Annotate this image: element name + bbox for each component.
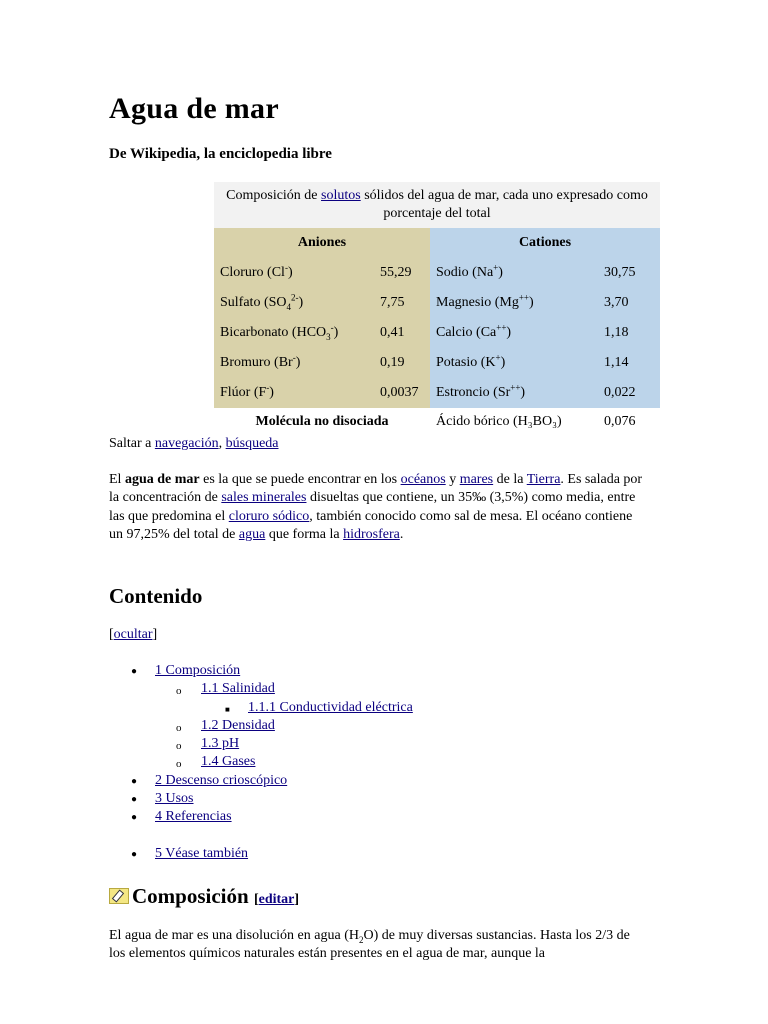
table-row: Bicarbonato $(HCO_3^-)$ 0,41 Calcio (Ca++) 1,18 bbox=[214, 318, 660, 348]
solutos-link[interactable]: solutos bbox=[321, 188, 361, 203]
cations-header: Cationes bbox=[430, 228, 660, 258]
table-row: Cloruro (Cl-) 55,29 Sodio (Na+) 30,75 bbox=[214, 258, 660, 288]
oceanos-link[interactable]: océanos bbox=[400, 472, 446, 487]
table-row bbox=[214, 408, 660, 436]
bullet-icon: o bbox=[176, 721, 182, 734]
hide-toc-link[interactable]: ocultar bbox=[113, 627, 153, 642]
cation-value: 1,14 bbox=[598, 348, 660, 378]
pencil-icon bbox=[109, 888, 129, 904]
cation-value: 0,022 bbox=[598, 378, 660, 408]
sales-minerales-link[interactable]: sales minerales bbox=[221, 490, 307, 506]
toc-item: ● 1 Composición bbox=[109, 662, 413, 680]
table-row: Bromuro (Br-) 0,19 Potasio (K+) 1,14 bbox=[214, 348, 660, 378]
edit-section-link[interactable]: editar bbox=[258, 892, 295, 907]
toc-item: o 1.4 Gases bbox=[109, 753, 413, 771]
table-caption: Composición de solutos sólidos del agua de mar, cada uno expresado como porcentaje del total bbox=[214, 182, 660, 228]
toc-item: ● 2 Descenso crioscópico bbox=[109, 772, 413, 790]
jump-links: Saltar a navegación, búsqueda bbox=[109, 436, 279, 451]
toc-item: ● 4 Referencias bbox=[109, 808, 413, 826]
toc-list bbox=[109, 662, 413, 863]
toc-item: ■ 1.1.1 Conductividad eléctrica bbox=[109, 699, 413, 717]
hidrosfera-link[interactable]: hidrosfera bbox=[343, 526, 400, 542]
cation-name: Estroncio (Sr bbox=[436, 385, 511, 400]
toc-item: ● 3 Usos bbox=[109, 790, 413, 808]
search-link[interactable]: búsqueda bbox=[225, 436, 279, 451]
bullet-icon: ■ bbox=[225, 704, 230, 714]
page-title: Agua de mar bbox=[109, 92, 279, 125]
anion-name: Sulfato (SO bbox=[220, 295, 287, 310]
bullet-icon: o bbox=[176, 758, 182, 771]
anion-value: 0,19 bbox=[374, 348, 430, 378]
anions-header: Aniones bbox=[214, 228, 430, 258]
toc-item: o 1.2 Densidad bbox=[109, 717, 413, 735]
mares-link[interactable]: mares bbox=[459, 472, 494, 487]
cation-value: 1,18 bbox=[598, 318, 660, 348]
cation-name: Magnesio (Mg bbox=[436, 295, 519, 310]
toc-item: o 1.1 Salinidad bbox=[109, 680, 413, 698]
page-subtitle: De Wikipedia, la enciclopedia libre bbox=[109, 146, 332, 162]
anion-name: Flúor (F bbox=[220, 385, 267, 400]
cloruro-sodico-link[interactable]: cloruro sódico bbox=[228, 508, 310, 524]
molecule-label: Molécula no disociada bbox=[255, 414, 389, 429]
toc-toggle: [ocultar] bbox=[109, 627, 158, 642]
cation-name: Calcio (Ca bbox=[436, 325, 497, 340]
composition-table bbox=[214, 182, 660, 436]
nav-link[interactable]: navegación bbox=[154, 436, 219, 451]
molecule-name: Ácido bórico (H₃BO₃) bbox=[436, 414, 562, 429]
toc-item: ● 5 Véase también bbox=[109, 845, 413, 863]
molecule-value: 0,076 bbox=[604, 414, 636, 429]
table-row: Flúor (F-) 0,0037 Estroncio (Sr++) 0,022 bbox=[214, 378, 660, 408]
anion-name: Bromuro (Br bbox=[220, 355, 293, 370]
bullet-icon: ● bbox=[131, 794, 138, 806]
cation-name: Potasio (K bbox=[436, 355, 496, 370]
table-row: Sulfato $(SO_4^{2-})$ 7,75 Magnesio (Mg++) 3,70 bbox=[214, 288, 660, 318]
anion-value: 0,41 bbox=[374, 318, 430, 348]
toc-item: o 1.3 pH bbox=[109, 735, 413, 753]
anion-value: 7,75 bbox=[374, 288, 430, 318]
anion-name: Bicarbonato (HCO bbox=[220, 325, 327, 340]
cation-name: Sodio (Na bbox=[436, 265, 494, 280]
cation-value: 30,75 bbox=[598, 258, 660, 288]
bullet-icon: ● bbox=[131, 666, 138, 677]
bullet-icon: o bbox=[176, 740, 182, 753]
section-paragraph: El agua de mar es una disolución en agua $(H_2O)$ de muy diversas sustancias. Hasta los 2/3 de los elementos químicos naturales están presentes en el agua de mar, aunque la bbox=[109, 928, 630, 962]
section-heading: Composición [editar] bbox=[109, 884, 299, 909]
anion-name: Cloruro (Cl bbox=[220, 265, 285, 280]
toc-heading: Contenido bbox=[109, 584, 203, 608]
cation-value: 3,70 bbox=[598, 288, 660, 318]
bullet-icon: ● bbox=[131, 775, 138, 787]
anion-value: 55,29 bbox=[374, 258, 430, 288]
anion-value: 0,0037 bbox=[374, 378, 430, 408]
bullet-icon: ● bbox=[131, 812, 138, 824]
bullet-icon: ● bbox=[131, 848, 138, 860]
intro-paragraph: El agua de mar es la que se puede encontrar en los océanos y mares de la Tierra. Es salada por la concentración de sales minerales disueltas que contiene, un 35‰ (3,5%) como media, entre las que predomina el cloruro sódico, también conocido como sal de mesa. El océano contiene un 97,25% del total de agua que forma la hidrosfera. bbox=[109, 472, 643, 542]
tierra-link[interactable]: Tierra bbox=[526, 472, 561, 487]
bullet-icon: o bbox=[176, 685, 182, 698]
agua-link[interactable]: agua bbox=[238, 526, 266, 542]
